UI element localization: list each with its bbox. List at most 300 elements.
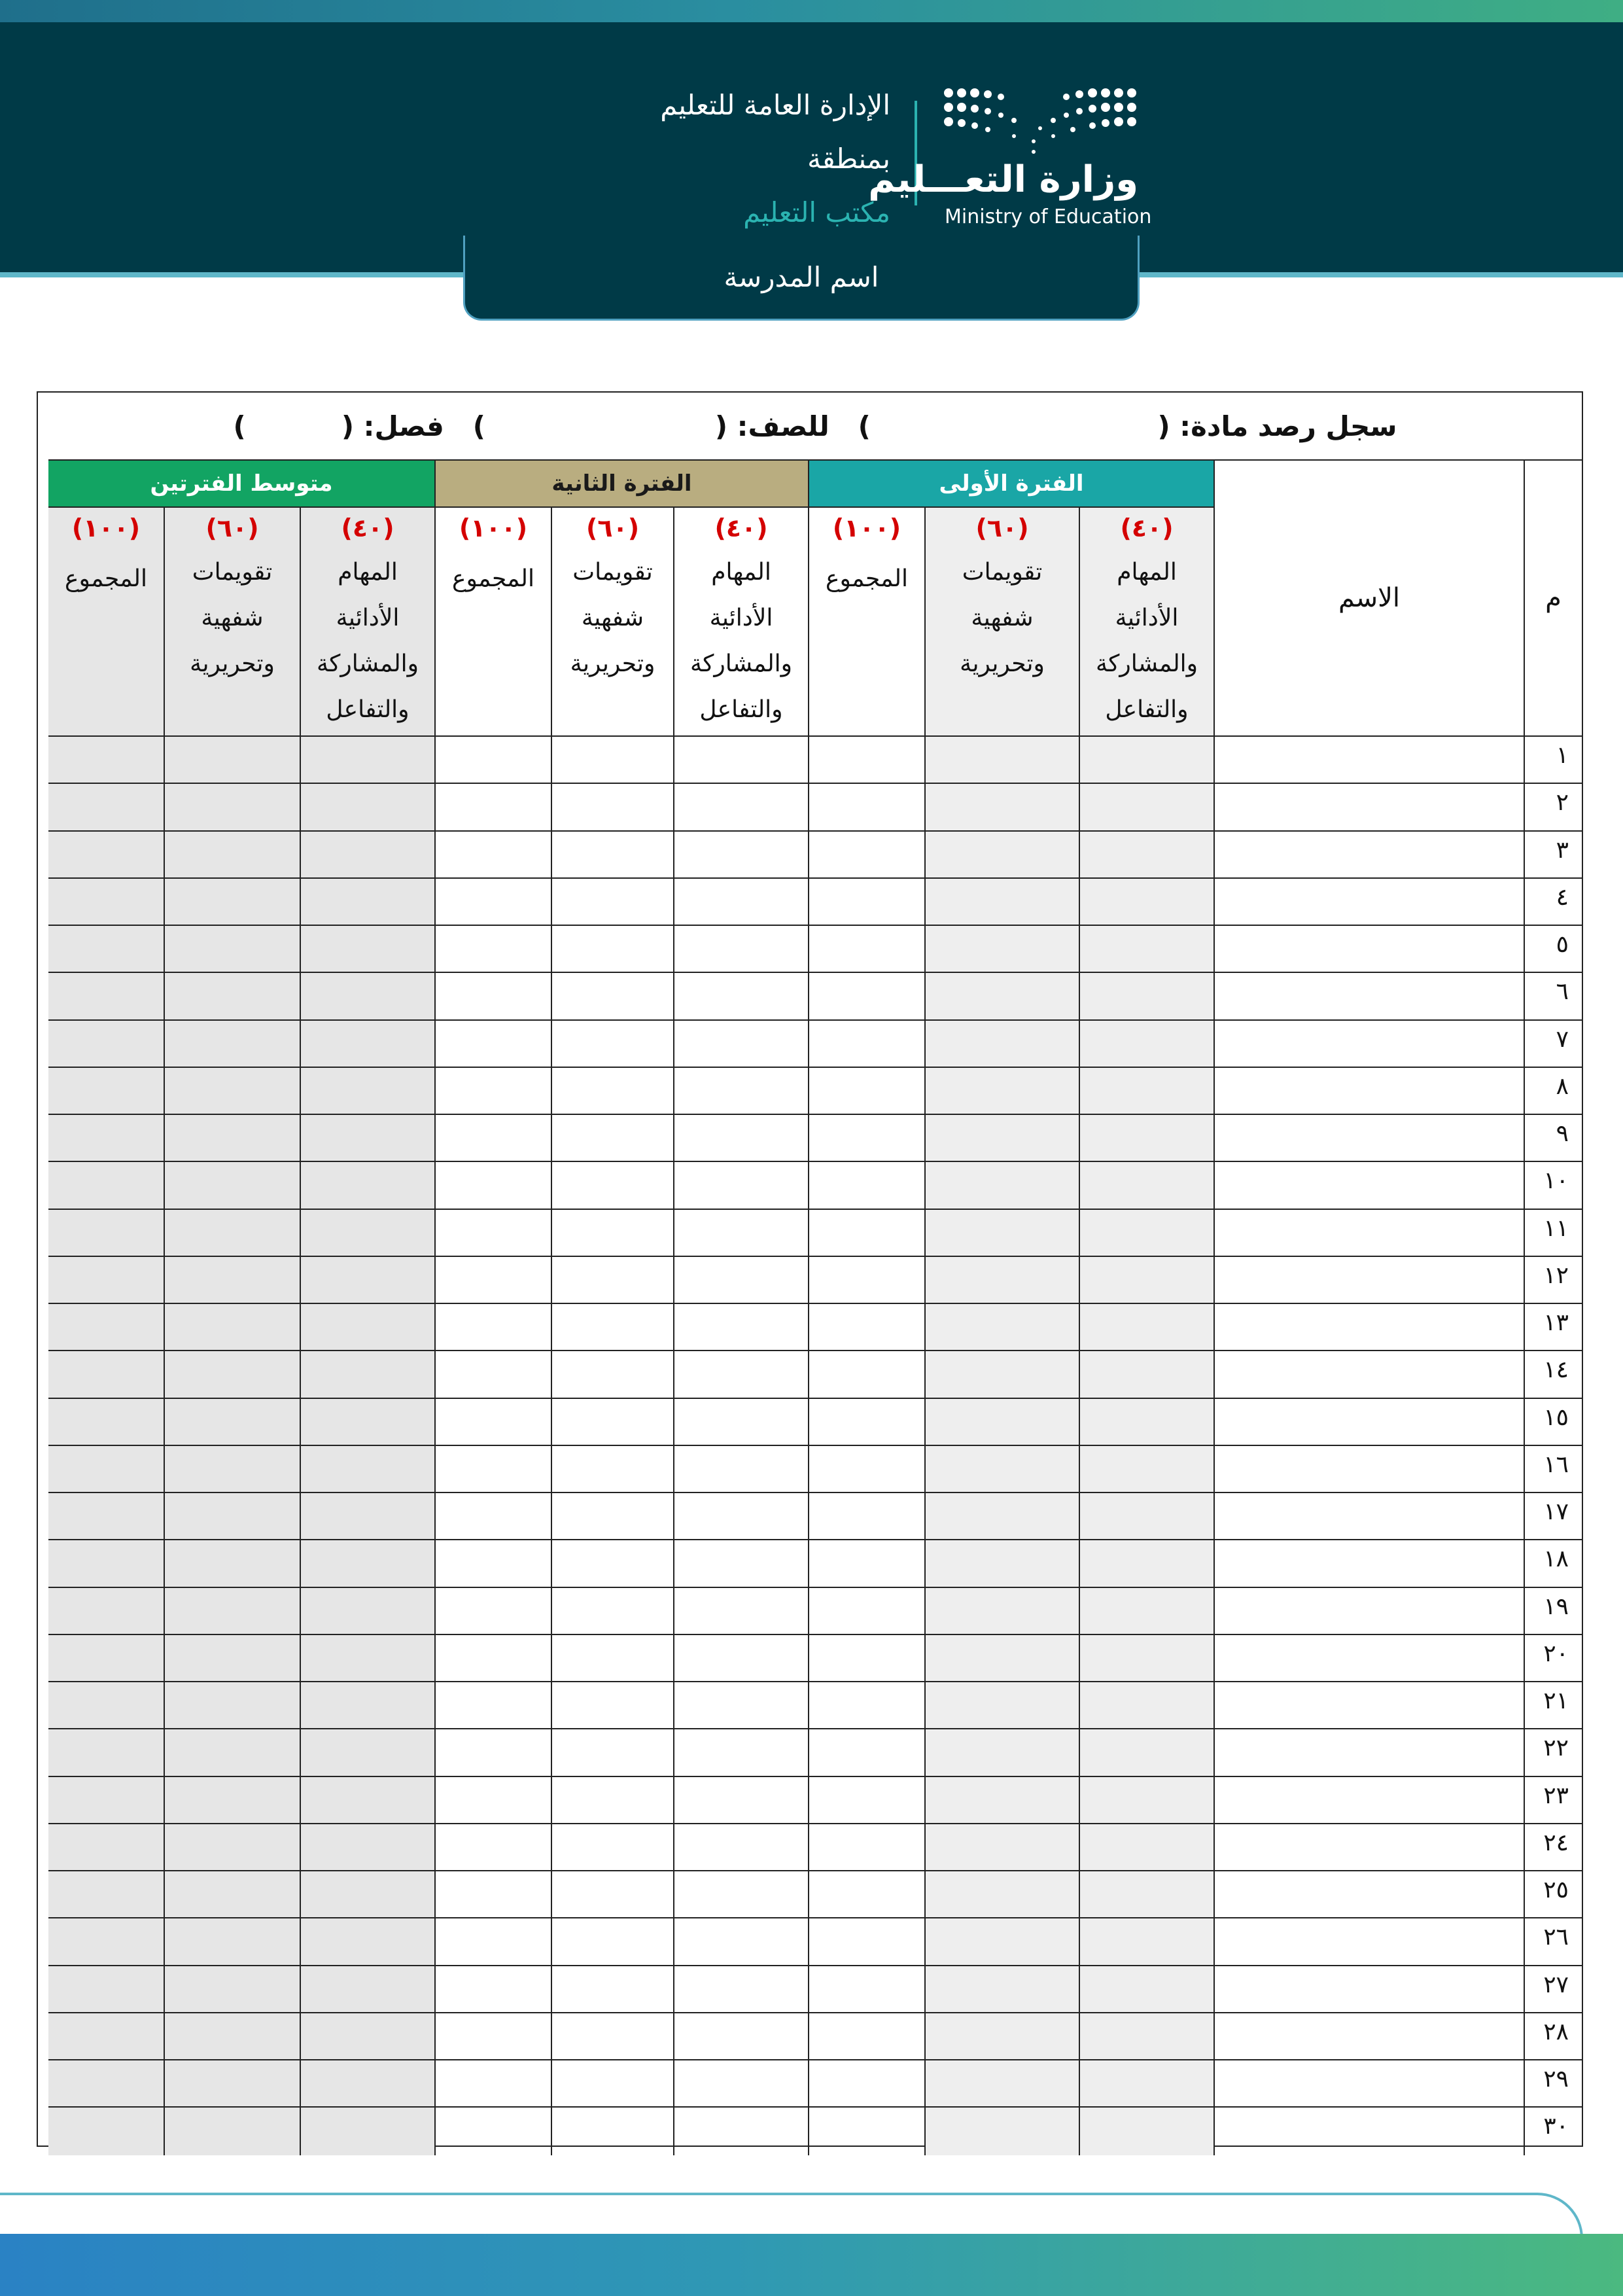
- grade-cell-first-2[interactable]: [924, 1257, 1079, 1304]
- grade-cell-second-2[interactable]: [551, 1257, 673, 1304]
- grade-cell-average-2[interactable]: [164, 1304, 300, 1351]
- grade-cell-average-3[interactable]: [48, 1540, 164, 1587]
- student-name-cell[interactable]: [1213, 1493, 1524, 1540]
- grade-cell-average-2[interactable]: [164, 1588, 300, 1635]
- grade-cell-first-1[interactable]: [1079, 1304, 1213, 1351]
- grade-cell-first-2[interactable]: [924, 1540, 1079, 1587]
- grade-cell-average-1[interactable]: [300, 737, 434, 784]
- grade-cell-first-3[interactable]: [808, 737, 924, 784]
- grade-cell-second-1[interactable]: [673, 2108, 808, 2155]
- grade-cell-average-1[interactable]: [300, 1493, 434, 1540]
- grade-cell-first-1[interactable]: [1079, 2108, 1213, 2155]
- grade-cell-first-3[interactable]: [808, 1871, 924, 1918]
- grade-cell-first-3[interactable]: [808, 1304, 924, 1351]
- grade-cell-first-1[interactable]: [1079, 2013, 1213, 2060]
- grade-cell-first-1[interactable]: [1079, 1493, 1213, 1540]
- grade-cell-second-1[interactable]: [673, 1068, 808, 1115]
- grade-cell-average-2[interactable]: [164, 973, 300, 1020]
- student-name-cell[interactable]: [1213, 1682, 1524, 1729]
- grade-cell-first-2[interactable]: [924, 1729, 1079, 1776]
- grade-cell-second-1[interactable]: [673, 1257, 808, 1304]
- grade-cell-average-1[interactable]: [300, 1068, 434, 1115]
- grade-cell-average-3[interactable]: [48, 1729, 164, 1776]
- grade-cell-first-3[interactable]: [808, 1493, 924, 1540]
- grade-cell-first-2[interactable]: [924, 1918, 1079, 1966]
- grade-cell-first-2[interactable]: [924, 1777, 1079, 1824]
- student-name-cell[interactable]: [1213, 1918, 1524, 1966]
- grade-cell-average-2[interactable]: [164, 1729, 300, 1776]
- grade-cell-first-2[interactable]: [924, 1446, 1079, 1493]
- student-name-cell[interactable]: [1213, 1115, 1524, 1162]
- grade-cell-first-2[interactable]: [924, 1682, 1079, 1729]
- grade-cell-second-1[interactable]: [673, 1304, 808, 1351]
- student-name-cell[interactable]: [1213, 973, 1524, 1020]
- grade-cell-second-3[interactable]: [434, 1918, 551, 1966]
- grade-cell-average-2[interactable]: [164, 1635, 300, 1682]
- grade-cell-second-3[interactable]: [434, 1021, 551, 1068]
- student-name-cell[interactable]: [1213, 926, 1524, 973]
- grade-cell-first-3[interactable]: [808, 1777, 924, 1824]
- grade-cell-average-1[interactable]: [300, 1918, 434, 1966]
- grade-cell-first-1[interactable]: [1079, 1068, 1213, 1115]
- grade-cell-first-1[interactable]: [1079, 1162, 1213, 1209]
- grade-cell-first-2[interactable]: [924, 926, 1079, 973]
- grade-cell-second-3[interactable]: [434, 784, 551, 831]
- grade-cell-average-3[interactable]: [48, 1068, 164, 1115]
- student-name-cell[interactable]: [1213, 1588, 1524, 1635]
- grade-cell-second-1[interactable]: [673, 1682, 808, 1729]
- grade-cell-average-1[interactable]: [300, 1021, 434, 1068]
- grade-cell-average-3[interactable]: [48, 1351, 164, 1398]
- grade-cell-second-3[interactable]: [434, 1257, 551, 1304]
- grade-cell-first-1[interactable]: [1079, 784, 1213, 831]
- grade-cell-first-2[interactable]: [924, 2060, 1079, 2108]
- student-name-cell[interactable]: [1213, 1871, 1524, 1918]
- grade-cell-average-1[interactable]: [300, 1446, 434, 1493]
- grade-cell-average-3[interactable]: [48, 926, 164, 973]
- grade-cell-second-3[interactable]: [434, 1446, 551, 1493]
- grade-cell-first-3[interactable]: [808, 1351, 924, 1398]
- grade-cell-second-1[interactable]: [673, 2013, 808, 2060]
- grade-cell-average-2[interactable]: [164, 1021, 300, 1068]
- grade-cell-second-3[interactable]: [434, 1068, 551, 1115]
- grade-cell-average-1[interactable]: [300, 973, 434, 1020]
- student-name-cell[interactable]: [1213, 1635, 1524, 1682]
- grade-cell-average-1[interactable]: [300, 1777, 434, 1824]
- grade-cell-first-3[interactable]: [808, 1824, 924, 1871]
- grade-cell-second-2[interactable]: [551, 1918, 673, 1966]
- grade-cell-average-3[interactable]: [48, 1257, 164, 1304]
- grade-cell-first-3[interactable]: [808, 1966, 924, 2013]
- grade-cell-second-1[interactable]: [673, 879, 808, 926]
- grade-cell-average-1[interactable]: [300, 879, 434, 926]
- grade-cell-first-1[interactable]: [1079, 1021, 1213, 1068]
- grade-cell-second-1[interactable]: [673, 1824, 808, 1871]
- grade-cell-second-3[interactable]: [434, 1540, 551, 1587]
- grade-cell-second-1[interactable]: [673, 1871, 808, 1918]
- grade-cell-second-3[interactable]: [434, 2108, 551, 2155]
- grade-cell-average-3[interactable]: [48, 1871, 164, 1918]
- grade-cell-average-1[interactable]: [300, 784, 434, 831]
- grade-cell-second-2[interactable]: [551, 1682, 673, 1729]
- grade-cell-average-2[interactable]: [164, 1540, 300, 1587]
- grade-cell-second-2[interactable]: [551, 879, 673, 926]
- grade-cell-average-3[interactable]: [48, 1210, 164, 1257]
- grade-cell-first-1[interactable]: [1079, 1588, 1213, 1635]
- grade-cell-average-3[interactable]: [48, 1021, 164, 1068]
- grade-cell-second-2[interactable]: [551, 1068, 673, 1115]
- grade-cell-second-2[interactable]: [551, 1824, 673, 1871]
- grade-cell-average-1[interactable]: [300, 1540, 434, 1587]
- grade-cell-average-1[interactable]: [300, 1399, 434, 1446]
- grade-cell-first-1[interactable]: [1079, 737, 1213, 784]
- grade-cell-average-2[interactable]: [164, 1115, 300, 1162]
- grade-cell-first-3[interactable]: [808, 1068, 924, 1115]
- grade-cell-second-3[interactable]: [434, 1304, 551, 1351]
- grade-cell-average-3[interactable]: [48, 737, 164, 784]
- grade-cell-second-2[interactable]: [551, 1729, 673, 1776]
- student-name-cell[interactable]: [1213, 832, 1524, 879]
- grade-cell-second-1[interactable]: [673, 1635, 808, 1682]
- grade-cell-second-3[interactable]: [434, 1210, 551, 1257]
- grade-cell-first-2[interactable]: [924, 1635, 1079, 1682]
- grade-cell-first-3[interactable]: [808, 879, 924, 926]
- grade-cell-first-2[interactable]: [924, 973, 1079, 1020]
- grade-cell-second-3[interactable]: [434, 1115, 551, 1162]
- grade-cell-average-3[interactable]: [48, 1682, 164, 1729]
- grade-cell-average-1[interactable]: [300, 1871, 434, 1918]
- grade-cell-second-2[interactable]: [551, 1540, 673, 1587]
- grade-cell-average-2[interactable]: [164, 879, 300, 926]
- grade-cell-first-1[interactable]: [1079, 1257, 1213, 1304]
- grade-cell-average-2[interactable]: [164, 1257, 300, 1304]
- grade-cell-average-2[interactable]: [164, 1399, 300, 1446]
- grade-cell-first-3[interactable]: [808, 1021, 924, 1068]
- grade-cell-first-2[interactable]: [924, 1021, 1079, 1068]
- grade-cell-first-2[interactable]: [924, 1399, 1079, 1446]
- grade-cell-second-3[interactable]: [434, 1871, 551, 1918]
- grade-cell-first-3[interactable]: [808, 784, 924, 831]
- grade-cell-second-3[interactable]: [434, 1399, 551, 1446]
- student-name-cell[interactable]: [1213, 1068, 1524, 1115]
- grade-cell-second-1[interactable]: [673, 1446, 808, 1493]
- grade-cell-first-2[interactable]: [924, 2108, 1079, 2155]
- grade-cell-average-3[interactable]: [48, 1446, 164, 1493]
- grade-cell-second-3[interactable]: [434, 2060, 551, 2108]
- grade-cell-second-1[interactable]: [673, 926, 808, 973]
- grade-cell-average-2[interactable]: [164, 1493, 300, 1540]
- grade-cell-first-2[interactable]: [924, 1210, 1079, 1257]
- grade-cell-first-1[interactable]: [1079, 1729, 1213, 1776]
- grade-cell-second-3[interactable]: [434, 2013, 551, 2060]
- student-name-cell[interactable]: [1213, 1540, 1524, 1587]
- grade-cell-second-3[interactable]: [434, 1966, 551, 2013]
- grade-cell-average-1[interactable]: [300, 2060, 434, 2108]
- grade-cell-first-1[interactable]: [1079, 973, 1213, 1020]
- grade-cell-average-1[interactable]: [300, 1588, 434, 1635]
- grade-cell-second-2[interactable]: [551, 737, 673, 784]
- grade-cell-average-2[interactable]: [164, 1871, 300, 1918]
- grade-cell-first-2[interactable]: [924, 1871, 1079, 1918]
- grade-cell-average-2[interactable]: [164, 1824, 300, 1871]
- grade-cell-second-1[interactable]: [673, 1399, 808, 1446]
- grade-cell-second-3[interactable]: [434, 879, 551, 926]
- grade-cell-first-3[interactable]: [808, 1588, 924, 1635]
- grade-cell-average-3[interactable]: [48, 973, 164, 1020]
- grade-cell-second-2[interactable]: [551, 1777, 673, 1824]
- grade-cell-first-2[interactable]: [924, 737, 1079, 784]
- grade-cell-second-2[interactable]: [551, 926, 673, 973]
- grade-cell-average-3[interactable]: [48, 879, 164, 926]
- grade-cell-average-2[interactable]: [164, 2108, 300, 2155]
- grade-cell-first-3[interactable]: [808, 1257, 924, 1304]
- grade-cell-average-1[interactable]: [300, 1966, 434, 2013]
- grade-cell-first-2[interactable]: [924, 1162, 1079, 1209]
- grade-cell-average-3[interactable]: [48, 1115, 164, 1162]
- student-name-cell[interactable]: [1213, 1399, 1524, 1446]
- grade-cell-second-3[interactable]: [434, 1162, 551, 1209]
- student-name-cell[interactable]: [1213, 1210, 1524, 1257]
- grade-cell-first-3[interactable]: [808, 1162, 924, 1209]
- grade-cell-first-3[interactable]: [808, 1682, 924, 1729]
- student-name-cell[interactable]: [1213, 1824, 1524, 1871]
- student-name-cell[interactable]: [1213, 1446, 1524, 1493]
- grade-cell-average-1[interactable]: [300, 1351, 434, 1398]
- grade-cell-first-1[interactable]: [1079, 1871, 1213, 1918]
- grade-cell-first-1[interactable]: [1079, 1635, 1213, 1682]
- grade-cell-second-3[interactable]: [434, 1824, 551, 1871]
- grade-cell-first-1[interactable]: [1079, 1399, 1213, 1446]
- grade-cell-average-2[interactable]: [164, 1351, 300, 1398]
- grade-cell-average-2[interactable]: [164, 737, 300, 784]
- grade-cell-average-1[interactable]: [300, 926, 434, 973]
- grade-cell-first-1[interactable]: [1079, 1115, 1213, 1162]
- grade-cell-average-1[interactable]: [300, 2013, 434, 2060]
- grade-cell-second-2[interactable]: [551, 784, 673, 831]
- grade-cell-second-1[interactable]: [673, 1777, 808, 1824]
- grade-cell-first-1[interactable]: [1079, 1540, 1213, 1587]
- grade-cell-first-2[interactable]: [924, 1304, 1079, 1351]
- grade-cell-second-3[interactable]: [434, 737, 551, 784]
- grade-cell-average-1[interactable]: [300, 2108, 434, 2155]
- grade-cell-average-3[interactable]: [48, 1162, 164, 1209]
- grade-cell-average-3[interactable]: [48, 1399, 164, 1446]
- grade-cell-average-3[interactable]: [48, 1493, 164, 1540]
- grade-cell-first-2[interactable]: [924, 879, 1079, 926]
- grade-cell-second-2[interactable]: [551, 1162, 673, 1209]
- grade-cell-average-2[interactable]: [164, 1446, 300, 1493]
- grade-cell-second-3[interactable]: [434, 1493, 551, 1540]
- student-name-cell[interactable]: [1213, 1021, 1524, 1068]
- grade-cell-first-3[interactable]: [808, 1918, 924, 1966]
- grade-cell-second-1[interactable]: [673, 1162, 808, 1209]
- grade-cell-first-1[interactable]: [1079, 1966, 1213, 2013]
- grade-cell-second-2[interactable]: [551, 973, 673, 1020]
- grade-cell-first-1[interactable]: [1079, 1210, 1213, 1257]
- grade-cell-first-3[interactable]: [808, 973, 924, 1020]
- grade-cell-second-2[interactable]: [551, 1588, 673, 1635]
- grade-cell-first-1[interactable]: [1079, 1682, 1213, 1729]
- grade-cell-first-3[interactable]: [808, 1540, 924, 1587]
- grade-cell-average-3[interactable]: [48, 2060, 164, 2108]
- grade-cell-first-2[interactable]: [924, 832, 1079, 879]
- student-name-cell[interactable]: [1213, 1162, 1524, 1209]
- grade-cell-first-2[interactable]: [924, 1493, 1079, 1540]
- grade-cell-second-1[interactable]: [673, 2060, 808, 2108]
- grade-cell-second-1[interactable]: [673, 1918, 808, 1966]
- grade-cell-second-1[interactable]: [673, 737, 808, 784]
- grade-cell-first-1[interactable]: [1079, 1446, 1213, 1493]
- student-name-cell[interactable]: [1213, 1777, 1524, 1824]
- grade-cell-second-1[interactable]: [673, 1210, 808, 1257]
- grade-cell-average-3[interactable]: [48, 832, 164, 879]
- grade-cell-first-1[interactable]: [1079, 832, 1213, 879]
- grade-cell-average-1[interactable]: [300, 1115, 434, 1162]
- grade-cell-first-1[interactable]: [1079, 1351, 1213, 1398]
- student-name-cell[interactable]: [1213, 737, 1524, 784]
- grade-cell-second-1[interactable]: [673, 1966, 808, 2013]
- grade-cell-first-2[interactable]: [924, 1351, 1079, 1398]
- student-name-cell[interactable]: [1213, 1351, 1524, 1398]
- grade-cell-first-3[interactable]: [808, 1446, 924, 1493]
- grade-cell-average-3[interactable]: [48, 2013, 164, 2060]
- grade-cell-second-2[interactable]: [551, 832, 673, 879]
- grade-cell-second-3[interactable]: [434, 1682, 551, 1729]
- grade-cell-second-2[interactable]: [551, 1399, 673, 1446]
- grade-cell-first-2[interactable]: [924, 1824, 1079, 1871]
- grade-cell-average-1[interactable]: [300, 1635, 434, 1682]
- grade-cell-second-1[interactable]: [673, 1588, 808, 1635]
- grade-cell-first-1[interactable]: [1079, 879, 1213, 926]
- student-name-cell[interactable]: [1213, 1729, 1524, 1776]
- grade-cell-second-3[interactable]: [434, 1729, 551, 1776]
- grade-cell-second-2[interactable]: [551, 1115, 673, 1162]
- grade-cell-average-1[interactable]: [300, 832, 434, 879]
- grade-cell-first-1[interactable]: [1079, 2060, 1213, 2108]
- grade-cell-first-3[interactable]: [808, 2060, 924, 2108]
- student-name-cell[interactable]: [1213, 1304, 1524, 1351]
- grade-cell-first-3[interactable]: [808, 1210, 924, 1257]
- grade-cell-first-3[interactable]: [808, 1729, 924, 1776]
- grade-cell-second-3[interactable]: [434, 1351, 551, 1398]
- student-name-cell[interactable]: [1213, 2108, 1524, 2155]
- grade-cell-average-1[interactable]: [300, 1824, 434, 1871]
- grade-cell-second-2[interactable]: [551, 1446, 673, 1493]
- grade-cell-first-2[interactable]: [924, 1068, 1079, 1115]
- grade-cell-second-3[interactable]: [434, 1635, 551, 1682]
- grade-cell-average-1[interactable]: [300, 1257, 434, 1304]
- grade-cell-average-2[interactable]: [164, 1682, 300, 1729]
- grade-cell-average-1[interactable]: [300, 1682, 434, 1729]
- grade-cell-average-3[interactable]: [48, 1635, 164, 1682]
- student-name-cell[interactable]: [1213, 1257, 1524, 1304]
- grade-cell-second-1[interactable]: [673, 1729, 808, 1776]
- grade-cell-second-2[interactable]: [551, 1351, 673, 1398]
- grade-cell-second-2[interactable]: [551, 1210, 673, 1257]
- student-name-cell[interactable]: [1213, 2060, 1524, 2108]
- grade-cell-first-1[interactable]: [1079, 926, 1213, 973]
- grade-cell-second-2[interactable]: [551, 1635, 673, 1682]
- student-name-cell[interactable]: [1213, 2013, 1524, 2060]
- grade-cell-second-3[interactable]: [434, 973, 551, 1020]
- grade-cell-first-3[interactable]: [808, 1635, 924, 1682]
- grade-cell-first-2[interactable]: [924, 784, 1079, 831]
- grade-cell-second-1[interactable]: [673, 784, 808, 831]
- grade-cell-average-3[interactable]: [48, 1304, 164, 1351]
- grade-cell-average-2[interactable]: [164, 1966, 300, 2013]
- grade-cell-average-2[interactable]: [164, 2060, 300, 2108]
- grade-cell-first-1[interactable]: [1079, 1824, 1213, 1871]
- grade-cell-second-1[interactable]: [673, 1540, 808, 1587]
- grade-cell-average-1[interactable]: [300, 1304, 434, 1351]
- grade-cell-second-2[interactable]: [551, 1304, 673, 1351]
- grade-cell-average-2[interactable]: [164, 2013, 300, 2060]
- grade-cell-average-1[interactable]: [300, 1729, 434, 1776]
- grade-cell-average-2[interactable]: [164, 832, 300, 879]
- grade-cell-average-2[interactable]: [164, 1068, 300, 1115]
- grade-cell-average-3[interactable]: [48, 1966, 164, 2013]
- grade-cell-average-3[interactable]: [48, 1918, 164, 1966]
- grade-cell-first-2[interactable]: [924, 1588, 1079, 1635]
- grade-cell-average-3[interactable]: [48, 784, 164, 831]
- grade-cell-first-1[interactable]: [1079, 1777, 1213, 1824]
- grade-cell-second-1[interactable]: [673, 1493, 808, 1540]
- grade-cell-first-2[interactable]: [924, 1115, 1079, 1162]
- grade-cell-second-3[interactable]: [434, 832, 551, 879]
- student-name-cell[interactable]: [1213, 784, 1524, 831]
- grade-cell-first-3[interactable]: [808, 2013, 924, 2060]
- grade-cell-average-2[interactable]: [164, 1210, 300, 1257]
- grade-cell-second-2[interactable]: [551, 1021, 673, 1068]
- grade-cell-average-2[interactable]: [164, 784, 300, 831]
- grade-cell-average-3[interactable]: [48, 1824, 164, 1871]
- grade-cell-first-3[interactable]: [808, 1115, 924, 1162]
- grade-cell-average-2[interactable]: [164, 1777, 300, 1824]
- grade-cell-second-2[interactable]: [551, 2060, 673, 2108]
- grade-cell-first-3[interactable]: [808, 1399, 924, 1446]
- grade-cell-second-2[interactable]: [551, 2108, 673, 2155]
- grade-cell-second-3[interactable]: [434, 1777, 551, 1824]
- grade-cell-second-3[interactable]: [434, 1588, 551, 1635]
- grade-cell-average-2[interactable]: [164, 1162, 300, 1209]
- grade-cell-second-3[interactable]: [434, 926, 551, 973]
- grade-cell-first-3[interactable]: [808, 926, 924, 973]
- grade-cell-second-1[interactable]: [673, 832, 808, 879]
- grade-cell-second-1[interactable]: [673, 973, 808, 1020]
- grade-cell-second-2[interactable]: [551, 1871, 673, 1918]
- grade-cell-average-3[interactable]: [48, 1777, 164, 1824]
- grade-cell-second-1[interactable]: [673, 1115, 808, 1162]
- grade-cell-first-3[interactable]: [808, 832, 924, 879]
- grade-cell-average-1[interactable]: [300, 1210, 434, 1257]
- grade-cell-average-2[interactable]: [164, 926, 300, 973]
- grade-cell-second-2[interactable]: [551, 2013, 673, 2060]
- grade-cell-average-3[interactable]: [48, 1588, 164, 1635]
- grade-cell-second-2[interactable]: [551, 1493, 673, 1540]
- grade-cell-second-1[interactable]: [673, 1351, 808, 1398]
- grade-cell-average-1[interactable]: [300, 1162, 434, 1209]
- student-name-cell[interactable]: [1213, 1966, 1524, 2013]
- grade-cell-first-2[interactable]: [924, 1966, 1079, 2013]
- grade-cell-first-3[interactable]: [808, 2108, 924, 2155]
- grade-cell-second-2[interactable]: [551, 1966, 673, 2013]
- grade-cell-average-2[interactable]: [164, 1918, 300, 1966]
- student-name-cell[interactable]: [1213, 879, 1524, 926]
- grade-cell-second-1[interactable]: [673, 1021, 808, 1068]
- grade-cell-first-1[interactable]: [1079, 1918, 1213, 1966]
- grade-cell-first-2[interactable]: [924, 2013, 1079, 2060]
- grade-cell-average-3[interactable]: [48, 2108, 164, 2155]
